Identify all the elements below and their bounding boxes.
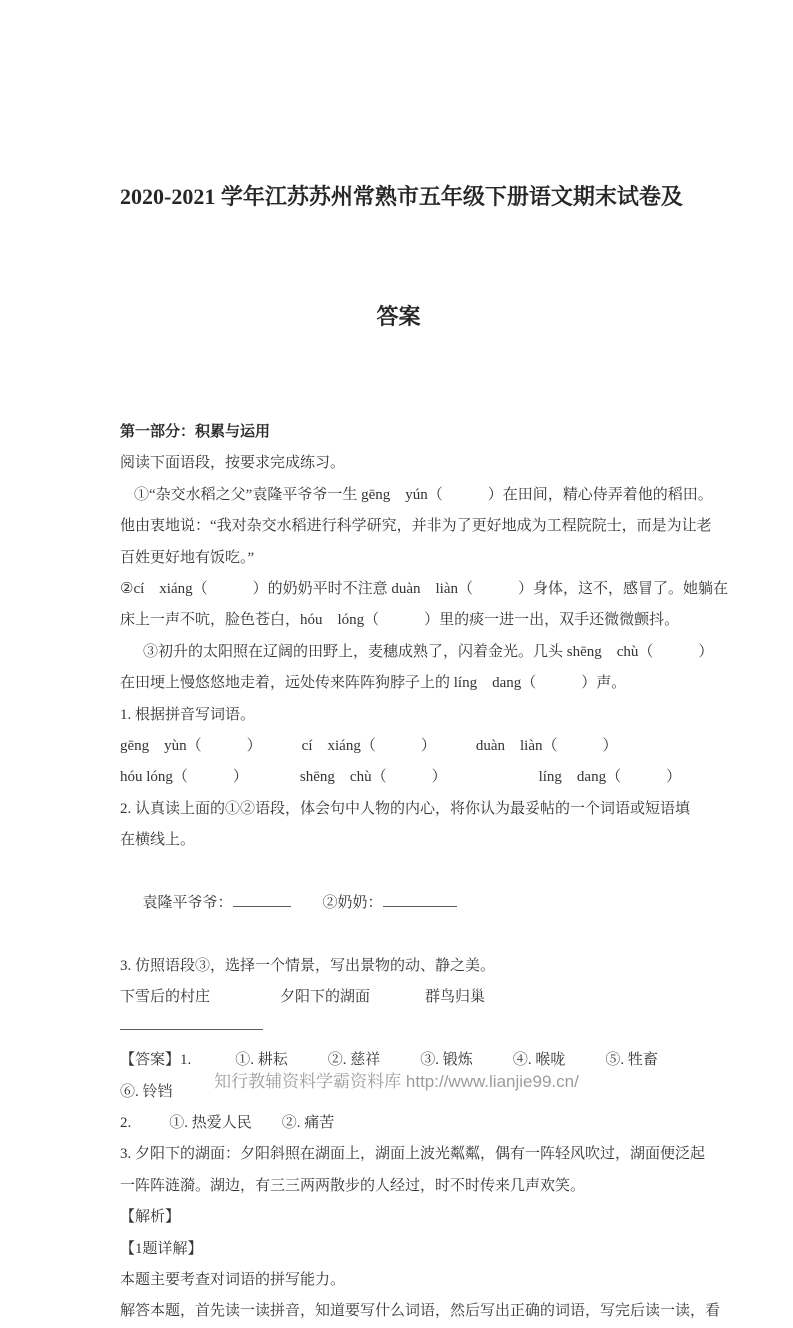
- answer-item: ④. 喉咙: [512, 1052, 566, 1069]
- passage-1-line: 百姓更好地有饭吃。”: [120, 549, 255, 566]
- pinyin-item: gēng yùn（ ）: [120, 738, 262, 755]
- title-line-2: 答案: [376, 304, 421, 329]
- answer-2-label: 2.: [120, 1114, 132, 1131]
- answer-item: ⑤. 牲畜: [605, 1052, 658, 1069]
- page-title: [120, 97, 683, 417]
- blank-1-label: 袁隆平爷爷：: [142, 895, 233, 912]
- answer-item: ①. 热爱人民: [169, 1114, 252, 1131]
- answer-header: 【答案】1.: [120, 1052, 192, 1069]
- title-line-1: 2020-2021 学年江苏苏州常熟市五年级下册语文期末试卷及: [120, 184, 683, 209]
- answer-3-line: 一阵阵涟漪。湖边，有三三两两散步的人经过，时不时传来几声欢笑。: [120, 1177, 586, 1194]
- analysis-header: 【解析】: [120, 1209, 181, 1226]
- pinyin-row-2: [120, 762, 682, 793]
- answer-1-overflow: ⑥. 铃铛: [120, 1083, 173, 1100]
- question-3-options: [120, 982, 677, 1013]
- pinyin-item: duàn liàn（ ）: [475, 738, 618, 755]
- question-2-line: 在横线上。: [120, 832, 196, 849]
- section-heading: 第一部分：积累与运用: [120, 424, 271, 440]
- answer-item: ①. 耕耘: [235, 1052, 288, 1069]
- intro-line: 阅读下面语段，按要求完成练习。: [120, 455, 346, 472]
- answer-item: ②. 痛苦: [281, 1114, 335, 1131]
- passage-1-line: ①“杂交水稻之父”袁隆平爷爷一生 gēng yún（ ）在田间，精心侍弄着他的稻田。: [134, 486, 713, 503]
- pinyin-item: cí xiáng（ ）: [301, 738, 436, 755]
- pinyin-item: hóu lóng（ ）: [120, 769, 248, 786]
- passage-2-line: ②cí xiáng（ ）的奶奶平时不注意 duàn liàn（ ）身体，这不，感冒了。她躺在: [120, 581, 729, 598]
- site-watermark: 知行教辅资料学霸资料库 http://www.lianjie99.cn/: [214, 1072, 579, 1091]
- question-1-label: 1. 根据拼音写词语。: [120, 706, 256, 723]
- analysis-line: 本题主要考查对词语的拼写能力。: [120, 1271, 346, 1288]
- pinyin-item: shēng chù（ ）: [299, 769, 447, 786]
- passage-2-line: 床上一声不吭，脸色苍白，hóu lóng（ ）里的痰一进一出，双手还微微颤抖。: [120, 612, 680, 629]
- analysis-detail-header: 【1题详解】: [120, 1240, 203, 1257]
- answer-item: ③. 锻炼: [420, 1052, 473, 1069]
- blank-2-label: ②奶奶：: [322, 895, 383, 912]
- answer-3-line: 3. 夕阳下的湖面：夕阳斜照在湖面上，湖面上波光粼粼，偶有一阵轻风吹过，湖面便泛起: [120, 1146, 706, 1163]
- option-item: 下雪后的村庄: [120, 989, 211, 1006]
- blank-line: [383, 890, 457, 907]
- question-2-blanks: [120, 857, 677, 951]
- passage-3-line: 在田埂上慢悠悠地走着，远处传来阵阵狗脖子上的 líng dang（ ）声。: [120, 675, 627, 692]
- question-2-line: 2. 认真读上面的①②语段，体会句中人物的内心，将你认为最妥帖的一个词语或短语填: [120, 800, 691, 817]
- answer-blank-row: [120, 1014, 677, 1045]
- pinyin-row-1: [120, 731, 677, 762]
- answer-2-row: [120, 1108, 677, 1139]
- passage-3-line: ③初升的太阳照在辽阔的田野上，麦穗成熟了，闪着金光。几头 shēng chù（ ）: [143, 643, 714, 660]
- question-3-label: 3. 仿照语段③，选择一个情景，写出景物的动、静之美。: [120, 957, 496, 974]
- option-item: 群鸟归巢: [425, 989, 486, 1006]
- analysis-line: 解答本题，首先读一读拼音，知道要写什么词语，然后写出正确的词语，写完后读一读，看: [120, 1303, 721, 1320]
- option-item: 夕阳下的湖面: [280, 989, 371, 1006]
- answer-item: ②. 慈祥: [327, 1052, 381, 1069]
- pinyin-item: líng dang（ ）: [538, 769, 682, 786]
- passage-1-line: 他由衷地说：“我对杂交水稻进行科学研究，并非为了更好地成为工程院院士，而是为让老: [120, 518, 712, 535]
- blank-line: [233, 890, 291, 907]
- blank-line: [120, 1028, 263, 1030]
